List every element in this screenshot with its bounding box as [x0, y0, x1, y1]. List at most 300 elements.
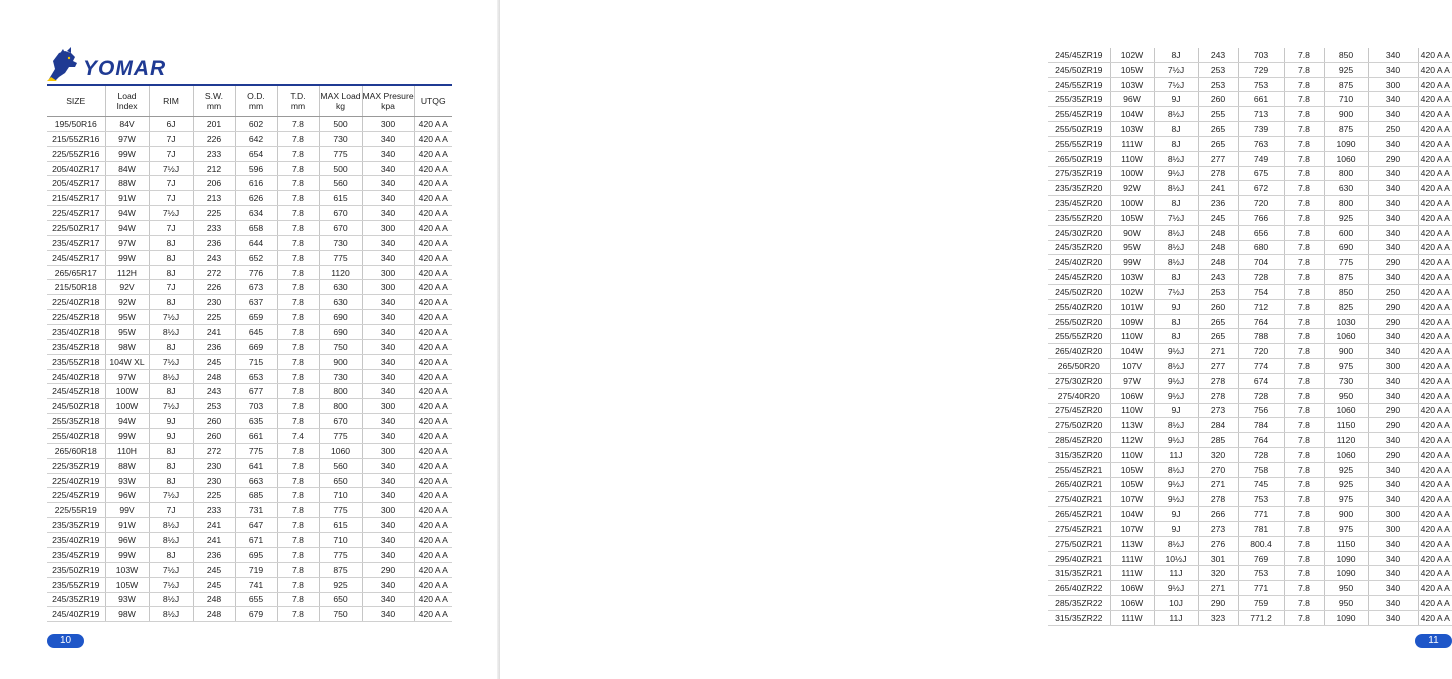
table-cell: 9½J	[1154, 388, 1198, 403]
table-cell: 97W	[1110, 373, 1154, 388]
table-cell: 7.8	[277, 325, 319, 340]
table-row	[47, 429, 452, 444]
table-cell: 230	[193, 458, 235, 473]
table-cell: 420 A A	[414, 265, 452, 280]
table-cell: 340	[1368, 107, 1418, 122]
table-cell: 110W	[1110, 403, 1154, 418]
table-cell: 9J	[149, 429, 193, 444]
table-cell: 7J	[149, 146, 193, 161]
table-cell: 420 A A	[1418, 136, 1452, 151]
table-row	[47, 250, 452, 265]
table-cell: 420 A A	[414, 354, 452, 369]
table-cell: 420 A A	[1418, 240, 1452, 255]
table-cell: 420 A A	[414, 176, 452, 191]
table-cell: 7.8	[1284, 447, 1324, 462]
table-cell: 560	[319, 176, 362, 191]
table-cell: 253	[1198, 62, 1238, 77]
table-cell: 602	[235, 117, 277, 132]
table-cell: 255/40ZR18	[47, 429, 105, 444]
table-cell: 420 A A	[414, 414, 452, 429]
table-cell: 656	[1238, 225, 1284, 240]
table-cell: 97W	[105, 369, 149, 384]
table-cell: 1060	[319, 443, 362, 458]
table-cell: 285/35ZR22	[1048, 596, 1110, 611]
table-cell: 679	[235, 607, 277, 622]
table-cell: 11J	[1154, 447, 1198, 462]
table-cell: 113W	[1110, 418, 1154, 433]
table-cell: 340	[1368, 536, 1418, 551]
table-cell: 235/35ZR19	[47, 518, 105, 533]
table-cell: 95W	[105, 325, 149, 340]
table-cell: 7J	[149, 280, 193, 295]
table-cell: 775	[235, 443, 277, 458]
table-row	[47, 280, 452, 295]
table-cell: 775	[319, 250, 362, 265]
table-cell: 7.8	[1284, 151, 1324, 166]
table-cell: 340	[1368, 181, 1418, 196]
table-cell: 8J	[1154, 136, 1198, 151]
table-cell: 900	[1324, 507, 1368, 522]
table-cell: 7.8	[277, 533, 319, 548]
table-cell: 9½J	[1154, 433, 1198, 448]
table-cell: 255/50ZR19	[1048, 122, 1110, 137]
table-cell: 9½J	[1154, 581, 1198, 596]
table-cell: 103W	[105, 562, 149, 577]
table-cell: 8½J	[1154, 536, 1198, 551]
table-cell: 775	[319, 547, 362, 562]
table-cell: 255/45ZR21	[1048, 462, 1110, 477]
table-cell: 275/45ZR20	[1048, 403, 1110, 418]
table-cell: 850	[1324, 285, 1368, 300]
table-row	[47, 473, 452, 488]
table-cell: 8J	[149, 547, 193, 562]
table-cell: 616	[235, 176, 277, 191]
table-cell: 763	[1238, 136, 1284, 151]
table-cell: 9J	[1154, 522, 1198, 537]
table-cell: 235/40ZR19	[47, 533, 105, 548]
table-row	[47, 369, 452, 384]
table-cell: 420 A A	[1418, 373, 1452, 388]
table-cell: 10J	[1154, 596, 1198, 611]
table-row	[1048, 270, 1452, 285]
table-cell: 8½J	[1154, 181, 1198, 196]
table-cell: 650	[319, 473, 362, 488]
table-cell: 420 A A	[1418, 581, 1452, 596]
table-cell: 7.8	[1284, 344, 1324, 359]
table-cell: 719	[235, 562, 277, 577]
col-header-load-index: Load Index	[105, 86, 149, 117]
table-cell: 7.8	[1284, 92, 1324, 107]
table-cell: 107V	[1110, 359, 1154, 374]
table-cell: 255/35ZR19	[1048, 92, 1110, 107]
table-row	[1048, 166, 1452, 181]
table-cell: 420 A A	[1418, 77, 1452, 92]
table-cell: 340	[362, 458, 414, 473]
table-row	[1048, 225, 1452, 240]
table-cell: 7.8	[277, 310, 319, 325]
table-cell: 8½J	[149, 369, 193, 384]
table-cell: 265/40ZR20	[1048, 344, 1110, 359]
table-cell: 235/50ZR19	[47, 562, 105, 577]
table-cell: 255/55ZR20	[1048, 329, 1110, 344]
table-cell: 340	[362, 206, 414, 221]
table-cell: 111W	[1110, 610, 1154, 625]
table-cell: 420 A A	[414, 488, 452, 503]
table-cell: 271	[1198, 344, 1238, 359]
table-cell: 7.8	[277, 117, 319, 132]
table-cell: 680	[1238, 240, 1284, 255]
table-cell: 275/35ZR19	[1048, 166, 1110, 181]
table-cell: 255	[1198, 107, 1238, 122]
table-cell: 600	[1324, 225, 1368, 240]
table-cell: 245/45ZR18	[47, 384, 105, 399]
table-cell: 420 A A	[1418, 299, 1452, 314]
table-cell: 753	[1238, 77, 1284, 92]
table-cell: 730	[1324, 373, 1368, 388]
table-cell: 90W	[1110, 225, 1154, 240]
table-cell: 420 A A	[1418, 551, 1452, 566]
table-cell: 340	[362, 325, 414, 340]
table-cell: 340	[362, 176, 414, 191]
table-cell: 7.8	[277, 518, 319, 533]
table-cell: 950	[1324, 596, 1368, 611]
table-row	[47, 295, 452, 310]
table-row	[1048, 403, 1452, 418]
table-cell: 7.8	[1284, 522, 1324, 537]
table-cell: 654	[235, 146, 277, 161]
table-cell: 800	[1324, 166, 1368, 181]
table-cell: 265/65R17	[47, 265, 105, 280]
table-cell: 420 A A	[414, 369, 452, 384]
table-cell: 7.8	[277, 161, 319, 176]
table-cell: 278	[1198, 388, 1238, 403]
table-cell: 226	[193, 131, 235, 146]
table-row	[47, 443, 452, 458]
table-cell: 93W	[105, 473, 149, 488]
table-row	[47, 518, 452, 533]
table-cell: 7.8	[1284, 329, 1324, 344]
table-cell: 235/35ZR20	[1048, 181, 1110, 196]
table-cell: 8J	[149, 235, 193, 250]
table-cell: 225/55ZR16	[47, 146, 105, 161]
table-cell: 420 A A	[414, 206, 452, 221]
table-cell: 615	[319, 191, 362, 206]
table-cell: 7½J	[149, 354, 193, 369]
table-cell: 340	[362, 592, 414, 607]
table-cell: 420 A A	[1418, 492, 1452, 507]
table-cell: 205/40ZR17	[47, 161, 105, 176]
table-row	[1048, 596, 1452, 611]
table-cell: 420 A A	[414, 547, 452, 562]
table-cell: 225/45ZR19	[47, 488, 105, 503]
table-cell: 241	[1198, 181, 1238, 196]
table-cell: 420 A A	[414, 117, 452, 132]
table-row	[47, 235, 452, 250]
table-cell: 104W XL	[105, 354, 149, 369]
table-cell: 7.8	[277, 295, 319, 310]
table-cell: 265	[1198, 136, 1238, 151]
table-cell: 703	[235, 399, 277, 414]
table-cell: 7.8	[277, 503, 319, 518]
table-cell: 94W	[105, 221, 149, 236]
table-cell: 7½J	[149, 488, 193, 503]
table-cell: 1090	[1324, 136, 1368, 151]
table-cell: 225/45ZR17	[47, 206, 105, 221]
col-header-size: SIZE	[47, 86, 105, 117]
right-page	[500, 0, 1450, 679]
table-cell: 420 A A	[1418, 122, 1452, 137]
table-cell: 420 A A	[414, 503, 452, 518]
table-cell: 99V	[105, 503, 149, 518]
table-cell: 226	[193, 280, 235, 295]
table-cell: 642	[235, 131, 277, 146]
table-cell: 88W	[105, 458, 149, 473]
table-cell: 275/45ZR21	[1048, 522, 1110, 537]
table-cell: 420 A A	[414, 533, 452, 548]
table-cell: 245/40ZR20	[1048, 255, 1110, 270]
table-cell: 84W	[105, 161, 149, 176]
table-cell: 712	[1238, 299, 1284, 314]
table-cell: 731	[235, 503, 277, 518]
table-cell: 634	[235, 206, 277, 221]
table-cell: 300	[1368, 522, 1418, 537]
table-row	[47, 503, 452, 518]
table-cell: 245	[1198, 210, 1238, 225]
table-cell: 7.8	[1284, 285, 1324, 300]
table-cell: 1090	[1324, 551, 1368, 566]
table-cell: 88W	[105, 176, 149, 191]
table-cell: 225	[193, 488, 235, 503]
table-cell: 7½J	[1154, 210, 1198, 225]
table-cell: 7.8	[277, 443, 319, 458]
table-cell: 596	[235, 161, 277, 176]
table-cell: 800	[319, 399, 362, 414]
table-cell: 774	[1238, 359, 1284, 374]
table-cell: 340	[362, 577, 414, 592]
table-cell: 225	[193, 206, 235, 221]
table-cell: 245/50ZR18	[47, 399, 105, 414]
table-cell: 95W	[105, 310, 149, 325]
table-cell: 756	[1238, 403, 1284, 418]
table-cell: 7.8	[1284, 477, 1324, 492]
table-cell: 105W	[105, 577, 149, 592]
table-cell: 272	[193, 443, 235, 458]
table-cell: 290	[1368, 255, 1418, 270]
table-cell: 84V	[105, 117, 149, 132]
table-cell: 644	[235, 235, 277, 250]
table-cell: 7.8	[277, 473, 319, 488]
tire-spec-table-right	[1048, 48, 1452, 626]
table-cell: 340	[1368, 344, 1418, 359]
table-cell: 420 A A	[1418, 285, 1452, 300]
table-row	[1048, 477, 1452, 492]
table-cell: 759	[1238, 596, 1284, 611]
table-cell: 420 A A	[1418, 329, 1452, 344]
table-row	[47, 161, 452, 176]
table-cell: 7.8	[1284, 507, 1324, 522]
table-cell: 215/45ZR17	[47, 191, 105, 206]
table-cell: 260	[193, 429, 235, 444]
table-row	[1048, 329, 1452, 344]
table-cell: 8J	[1154, 122, 1198, 137]
table-cell: 7.8	[277, 369, 319, 384]
table-row	[1048, 418, 1452, 433]
table-cell: 703	[1238, 48, 1284, 62]
table-cell: 260	[1198, 299, 1238, 314]
table-cell: 97W	[105, 131, 149, 146]
table-cell: 273	[1198, 522, 1238, 537]
table-cell: 658	[235, 221, 277, 236]
table-cell: 7.8	[1284, 255, 1324, 270]
table-cell: 245/40ZR19	[47, 607, 105, 622]
table-row	[1048, 314, 1452, 329]
table-cell: 253	[193, 399, 235, 414]
table-cell: 7.8	[1284, 566, 1324, 581]
table-cell: 420 A A	[414, 191, 452, 206]
table-cell: 340	[1368, 551, 1418, 566]
table-cell: 690	[1324, 240, 1368, 255]
table-cell: 111W	[1110, 136, 1154, 151]
table-row	[47, 384, 452, 399]
table-cell: 8J	[1154, 270, 1198, 285]
table-cell: 236	[193, 547, 235, 562]
table-cell: 300	[1368, 359, 1418, 374]
table-cell: 7.8	[277, 384, 319, 399]
table-cell: 800.4	[1238, 536, 1284, 551]
table-cell: 245/50ZR19	[1048, 62, 1110, 77]
table-cell: 730	[319, 131, 362, 146]
table-cell: 340	[1368, 388, 1418, 403]
table-cell: 7.8	[1284, 314, 1324, 329]
table-cell: 7½J	[1154, 285, 1198, 300]
col-header-rim: RIM	[149, 86, 193, 117]
table-cell: 340	[362, 533, 414, 548]
table-cell: 103W	[1110, 270, 1154, 285]
table-cell: 754	[1238, 285, 1284, 300]
table-cell: 248	[193, 592, 235, 607]
table-cell: 8J	[1154, 48, 1198, 62]
table-cell: 1150	[1324, 418, 1368, 433]
table-cell: 661	[1238, 92, 1284, 107]
table-cell: 195/50R16	[47, 117, 105, 132]
table-cell: 8½J	[149, 607, 193, 622]
table-cell: 340	[362, 488, 414, 503]
table-cell: 8J	[149, 265, 193, 280]
table-cell: 420 A A	[414, 562, 452, 577]
table-cell: 340	[362, 339, 414, 354]
table-cell: 290	[1198, 596, 1238, 611]
table-cell: 420 A A	[1418, 403, 1452, 418]
table-cell: 111W	[1110, 551, 1154, 566]
table-cell: 420 A A	[414, 473, 452, 488]
table-cell: 7.8	[1284, 166, 1324, 181]
table-cell: 420 A A	[1418, 225, 1452, 240]
table-cell: 673	[235, 280, 277, 295]
table-cell: 290	[362, 562, 414, 577]
table-cell: 315/35ZR21	[1048, 566, 1110, 581]
table-row	[47, 414, 452, 429]
table-cell: 265/50R20	[1048, 359, 1110, 374]
table-row	[1048, 359, 1452, 374]
table-cell: 875	[1324, 122, 1368, 137]
table-cell: 245/30ZR20	[1048, 225, 1110, 240]
table-row	[1048, 196, 1452, 211]
table-cell: 875	[1324, 77, 1368, 92]
table-row	[1048, 48, 1452, 62]
table-cell: 110W	[1110, 447, 1154, 462]
table-cell: 9½J	[1154, 477, 1198, 492]
table-cell: 8½J	[1154, 107, 1198, 122]
table-cell: 850	[1324, 48, 1368, 62]
table-row	[47, 458, 452, 473]
table-cell: 420 A A	[414, 310, 452, 325]
table-cell: 278	[1198, 373, 1238, 388]
table-cell: 102W	[1110, 285, 1154, 300]
table-cell: 278	[1198, 492, 1238, 507]
table-cell: 290	[1368, 314, 1418, 329]
table-cell: 420 A A	[414, 250, 452, 265]
table-cell: 100W	[105, 384, 149, 399]
table-cell: 248	[1198, 240, 1238, 255]
table-cell: 420 A A	[1418, 270, 1452, 285]
table-cell: 255/50ZR20	[1048, 314, 1110, 329]
table-cell: 420 A A	[1418, 507, 1452, 522]
table-cell: 7.8	[1284, 225, 1324, 240]
table-cell: 8½J	[1154, 151, 1198, 166]
table-cell: 290	[1368, 151, 1418, 166]
table-row	[47, 206, 452, 221]
table-cell: 225/45ZR18	[47, 310, 105, 325]
table-cell: 320	[1198, 566, 1238, 581]
table-cell: 271	[1198, 581, 1238, 596]
table-cell: 225/40ZR18	[47, 295, 105, 310]
table-cell: 672	[1238, 181, 1284, 196]
table-row	[47, 592, 452, 607]
table-cell: 730	[319, 235, 362, 250]
table-cell: 225/55R19	[47, 503, 105, 518]
table-cell: 7.8	[1284, 210, 1324, 225]
table-cell: 245	[193, 577, 235, 592]
table-cell: 255/35ZR18	[47, 414, 105, 429]
table-cell: 245/45ZR20	[1048, 270, 1110, 285]
table-cell: 685	[235, 488, 277, 503]
table-cell: 340	[362, 161, 414, 176]
table-cell: 300	[362, 221, 414, 236]
table-cell: 340	[1368, 136, 1418, 151]
table-cell: 420 A A	[1418, 610, 1452, 625]
table-cell: 753	[1238, 492, 1284, 507]
table-cell: 245/55ZR19	[1048, 77, 1110, 92]
table-row	[47, 339, 452, 354]
table-cell: 255/45ZR19	[1048, 107, 1110, 122]
table-cell: 925	[1324, 477, 1368, 492]
table-cell: 106W	[1110, 581, 1154, 596]
table-cell: 245/40ZR18	[47, 369, 105, 384]
table-cell: 245/35ZR20	[1048, 240, 1110, 255]
table-cell: 7.8	[277, 577, 319, 592]
table-cell: 235/40ZR18	[47, 325, 105, 340]
table-cell: 105W	[1110, 462, 1154, 477]
table-cell: 340	[1368, 166, 1418, 181]
table-cell: 7J	[149, 221, 193, 236]
table-cell: 764	[1238, 433, 1284, 448]
table-cell: 235/45ZR19	[47, 547, 105, 562]
table-cell: 7.8	[1284, 418, 1324, 433]
left-page	[0, 0, 500, 679]
table-cell: 230	[193, 295, 235, 310]
table-cell: 340	[1368, 240, 1418, 255]
table-cell: 645	[235, 325, 277, 340]
